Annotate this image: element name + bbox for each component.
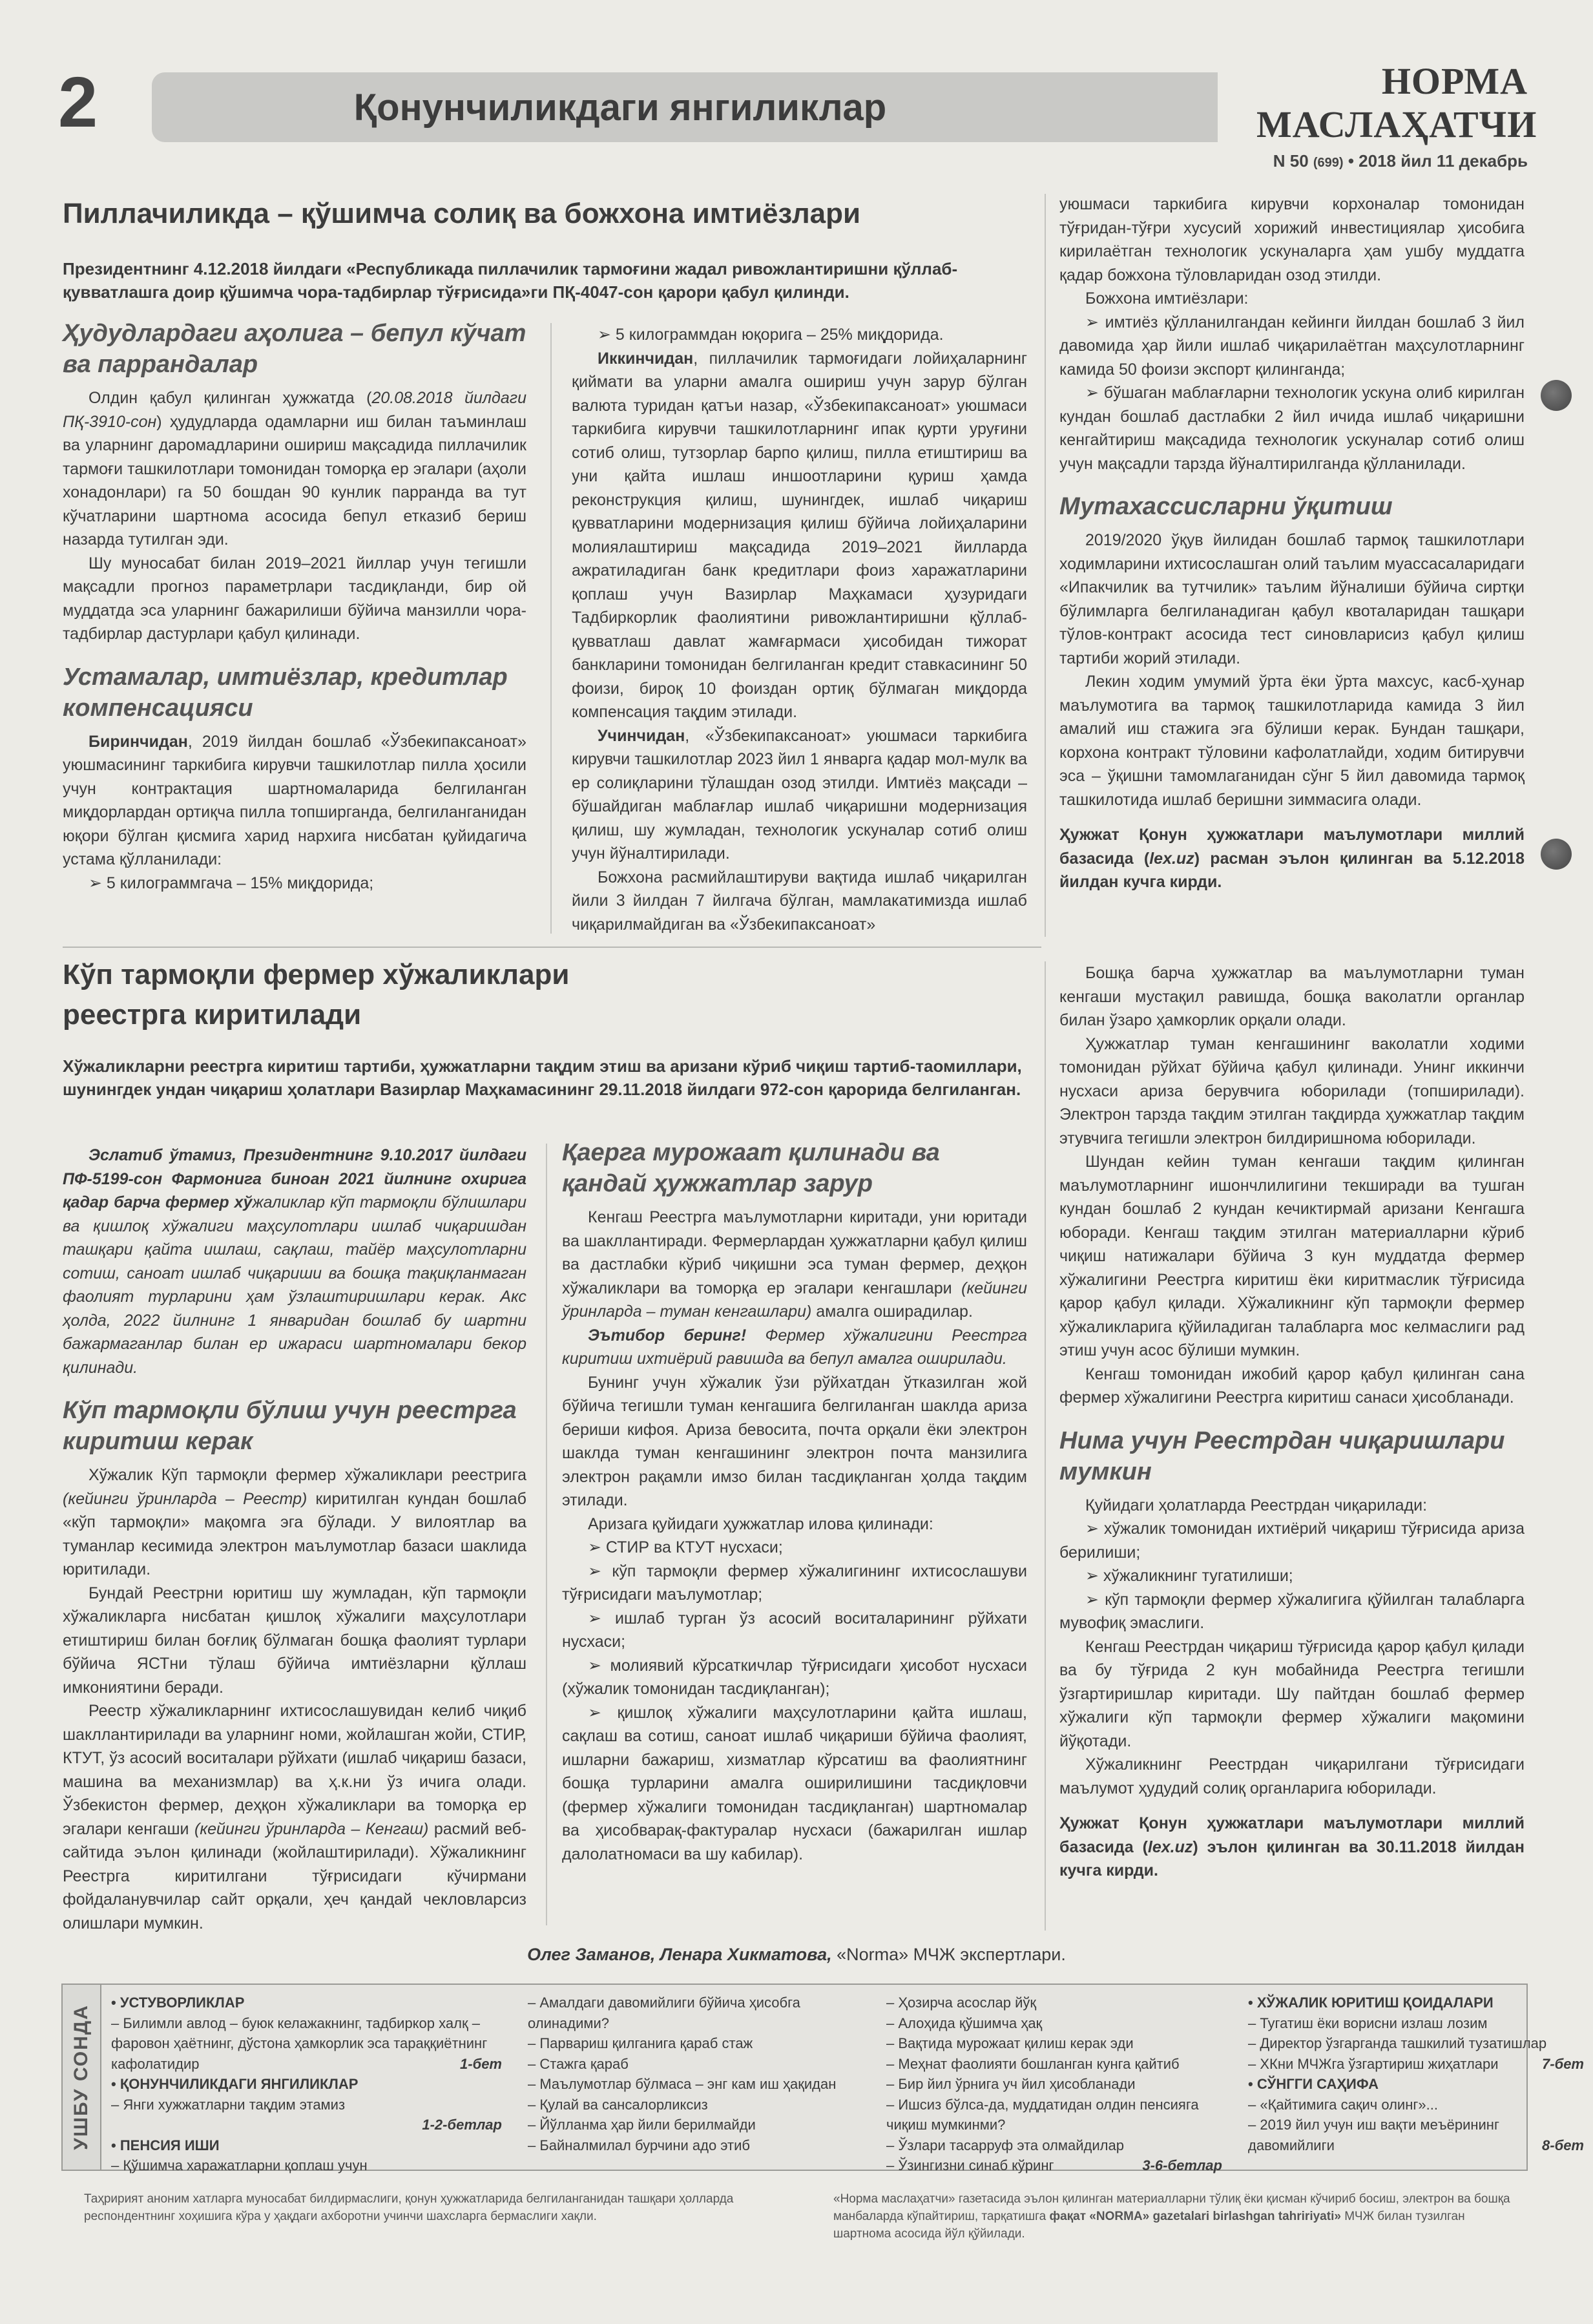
- contents-link[interactable]: – Ҳозирча асослар йўқ: [886, 1994, 1036, 2011]
- paragraph: Иккинчидан, пиллачилик тармоғидаги лойиҳаларнинг қиймати ва уларни амалга ошириш учун зарур бўлган валюта туридан қатъи назар, «Ўзбекипаксаноат» уюшмаси таркибига кирувчи ташкилотларнинг ипак қурти уруғини сотиб олиш, тутзорлар барпо қилиш, пилла етиштириш ва уни қайта ишлаш иншоотларини қуриш ҳамда реконструкция қилиш, шунингдек, ишлаб чиқариш қувватларини модернизация қилиш бўйича лойиҳаларини молиялаштириш мақсадида 2019–2021 йилларда ажратиладиган банк кредитлари фоиз харажатларини қоплаш учун Вазирлар Маҳкамаси ҳузуридаги Тадбиркорлик фаолиятини ривожлантиришни қўллаб-қувватлаш давлат жамғармаси ҳисобидан тижорат банкларини томонидан белгиланган кредит ставкасининг 50 фоизи, бироқ 10 фоиздан ортиқ бўлмаган миқдорда компенсация тақдим этилади.: [572, 349, 1027, 721]
- masthead: [1256, 59, 1537, 171]
- paragraph: Реестр хўжаликларнинг ихтисослашувидан келиб чиқиб шакллантирилади ва уларнинг номи, жойлашган жойи, СТИР, КТУТ, ўз асосий воситалари рўйхати (ишлаб чиқариш базаси, машина ва механизмлар) ва ҳ.к.ни ўз ичига олади. Ўзбекистон фермер, деҳқон хўжаликлари ва томорқа ер эгалари кенгаши (кейинги ўринларда – Кенгаш) расмий веб-сайтида эълон қилинади (жойлаштирилади). Хўжаликнинг Реестрга киритилгани тўғрисидаги кўчирмани фойдаланувчилар сайт орқали, ҳеч қандай чекловларсиз олишлари мумкин.: [63, 1702, 526, 1932]
- bullet-item: ➢ СТИР ва КТУТ нусхаси;: [562, 1536, 1027, 1560]
- issue-info: [1256, 151, 1528, 171]
- contents-link[interactable]: – Қулай ва сансалорликсиз: [528, 2096, 708, 2113]
- paragraph: Божхона расмийлаштируви вақтида ишлаб чиқарилган йили 3 йилдан 7 йилгача бўлган, мамлакатимизда ишлаб чиқарилмайдиган ва «Ўзбекипаксаноат»: [572, 868, 1027, 934]
- footer-disclaimer: Таҳририят аноним хатларга муносабат билдирмаслиги, қонун ҳужжатларида белгиланганидан ташқари ҳолларда респондентнинг хоҳишига кўра у ҳақдаги ахборотни учинчи шахсларга бермаслиги хақли.: [84, 2192, 734, 2223]
- issue-date: • 2018 йил 11 декабрь: [1348, 151, 1528, 171]
- paragraph: Лекин ходим умумий ўрта ёки ўрта махсус, касб-ҳунар маълумотига ва тармоқ ташкилотларида камида 3 йил амалий иш стажига эга бўлиши керак. Бундан ташқари, корхона контракт тўловини кафолатлайди, ходим битирувчи эса – ўқишни тамомлаганидан сўнг 5 йил давомида тармоқ ташкилотида ишлаб беришни зиммасига олади.: [1059, 673, 1525, 809]
- bullet-item: ➢ кўп тармоқли фермер хўжалигининг ихтисослашуви тўғрисидаги маълумотлар;: [562, 1560, 1027, 1607]
- paragraph: Кенгаш Реестрга маълумотларни киритади, уни юритади ва шакллантиради. Фермерлардан ҳужжатларни қабул қилиш ва дастлабки кўриб чиқишни эса туман фермер, деҳқон хўжаликлари ва томорқа ер эгалари кенгашлари (кейинги ўринларда – туман кенгашлари) амалга оширадилар.: [562, 1208, 1027, 1321]
- bullet-item: ➢ қишлоқ хўжалиги маҳсулотларини қайта ишлаш, сақлаш ва сотиш, саноат ишлаб чиқариши бўйича фаолият, ишларни бажариш, хизматлар кўрсатиш ва фаолиятнинг бошқа турларини амалга оширилишини тасдиқловчи (фермер хўжалиги томонидан тасдиқланган) шартномалар ва ҳисобварақ-фактуралар нусхаси (бажарилган ишлар далолатномаси ва шу кабилар).: [562, 1701, 1027, 1867]
- paragraph: Учинчидан, «Ўзбекипаксаноат» уюшмаси таркибига кирувчи ташкилотлар 2023 йил 1 январга қадар мол-мулк ва ер солиқларини тўлашдан озод этилди. Имтиёз мақсади – бўшайдиган маблағлар ишлаб чиқаришни модернизация қилиш, шу жумладан, технологик ускуналар сотиб олиш учун йўналтирилади.: [572, 726, 1027, 863]
- binder-hole: [1541, 839, 1572, 870]
- paragraph: Бунинг учун хўжалик ўзи рўйхатдан ўтказилган жой бўйича тегишли туман кенгашига белгиланган шаклда ариза бериши кифоя. Ариза бевосита, почта орқали ёки электрон шаклда туман кенгашининг электрон почта манзилига электрон рақамли имзо билан тасдиқланган ҳолда тақдим этилади.: [562, 1373, 1027, 1509]
- column-divider: [1045, 194, 1046, 937]
- paragraph: уюшмаси таркибига кирувчи корхоналар томонидан тўғридан-тўғри хусусий хорижий инвестициялар ҳисобига кирилаётган технологик ускуналарга ҳам ушбу муддатга қадар божхона тўловларидан озод этилди.: [1059, 195, 1525, 284]
- article2-column-1: [63, 1144, 526, 1935]
- paragraph: Ҳужжатлар туман кенгашининг ваколатли ходими томонидан рўйхат бўйича қабул қилинади. Унинг иккинчи нусхаси ариза берувчига юборилади (топширилади). Электрон тарзда тақдим этилган тақдирда ҳужжатлар тақдим этувчига тегишли электрон билдиришнома юборилади.: [1059, 1034, 1525, 1147]
- contents-link[interactable]: – Байналмилал бурчини адо этиб: [528, 2137, 751, 2153]
- contents-link[interactable]: – Маълумотлар бўлмаса – энг кам иш ҳақидан: [528, 2076, 837, 2092]
- source-note: Ҳужжат Қонун ҳужжатлари маълумотлари миллий базасида (lex.uz) расман эълон қилинган ва 5.12.2018 йилдан кучга кирди.: [1059, 826, 1525, 891]
- footer-copyright: «Норма маслаҳатчи» газетасида эълон қилинган материалларни тўлиқ ёки қисман кўчириб босиш, электрон ва бошқа манбаларда кўпайтириш, тарқатишга фақат «NORMA» gazetalari birlashgan tahririyati» МЧЖ билан тузилган шартнома асосида йўл қўйилади.: [833, 2192, 1510, 2241]
- article1-subheading: Ҳудудлардаги аҳолига – бепул кўчат ва паррандалар: [63, 320, 526, 378]
- contents-link[interactable]: – Директор ўзгарганда ташкилий тузатишлар: [1248, 2035, 1547, 2051]
- paragraph: Олдин қабул қилинган ҳужжатда (20.08.2018 йилдаги ПҚ-3910-сон) ҳудудларда одамларни иш билан таъминлаш ва уларнинг даромадларини ошириш мақсадида пиллачилик тармоғи ташкилотлари томонидан томорқа ер эгалари (аҳоли хонадонлари) га 50 бошдан 90 кунлик паррандa ва тут кўчатларини шартнома асосида бепул етказиб бериш назарда тутилган эди.: [63, 389, 526, 549]
- paragraph: Биринчидан, 2019 йилдан бошлаб «Ўзбекипаксаноат» уюшмасининг таркибига кирувчи ташкилотлар пилла ҳосили учун контрактация шартномаларида белгиланган миқдорлардан ортиқча пилла топширганда, белгиланганидан юқори бўлган қисмига харид нархига нисбатан қуйидагича устама қўлланилади:: [63, 732, 526, 868]
- binder-hole: [1541, 380, 1572, 411]
- contents-link[interactable]: – Ишсиз бўлса-да, муддатидан олдин пенсияга чиқиш мумкинми?: [886, 2096, 1199, 2133]
- column-divider: [546, 1144, 547, 1925]
- article2-column-3: [1059, 961, 1525, 1883]
- contents-link[interactable]: – Ўзлари тасарруф эта олмайдилар: [886, 2137, 1124, 2153]
- contents-column: [528, 1993, 864, 2155]
- contents-column: [111, 1993, 502, 2176]
- bullet-item: ➢ хўжаликнинг тугатилиши;: [1059, 1564, 1525, 1588]
- contents-link[interactable]: – Тугатиш ёки ворисни излаш лозим: [1248, 2015, 1488, 2031]
- issue-number: N 50: [1273, 151, 1309, 171]
- article1-lead: Президентнинг 4.12.2018 йилдаги «Республикада пиллачилик тармоғини жадал ривожлантиришни қўллаб-қувватлашга доир қўшимча чора-тадбирлар тўғрисида»ги ПҚ-4047-сон қарори қабул қилинди.: [63, 259, 958, 302]
- contents-box: [61, 1984, 1584, 2173]
- contents-heading: • ПЕНСИЯ ИШИ: [111, 2135, 502, 2156]
- article1-title: Пиллачиликда – қўшимча солиқ ва божхона имтиёзлари: [63, 198, 861, 229]
- paragraph: Хўжаликнинг Реестрдан чиқарилгани тўғрисидаги маълумот ҳудудий солиқ органларига юборилади.: [1059, 1755, 1525, 1797]
- bullet-item: ➢ 5 килограммгача – 15% миқдорида;: [63, 872, 526, 895]
- article1-column-2: [572, 323, 1027, 936]
- section-title: Қонунчиликдаги янгиликлар: [353, 86, 887, 129]
- bullet-item: ➢ кўп тармоқли фермер хўжалигига қўйилган талабларга мувофиқ эмаслиги.: [1059, 1588, 1525, 1635]
- paragraph: Эътибор беринг! Фермер хўжалигини Реестрга киритиш ихтиёрий равишда ва бепул амалга оширилади.: [562, 1326, 1027, 1368]
- contents-link[interactable]: – Йўлланма ҳар йили берилмайди: [528, 2117, 756, 2133]
- article2-lead: Хўжаликларни реестрга киритиш тартиби, ҳужжатларни тақдим этиш ва аризани кўриб чиқиш тартиб-таомиллари, шунингдек ундан чиқариш ҳолатлари Вазирлар Маҳкамасининг 29.11.2018 йилдаги 972-сон қарорида белгиланган.: [63, 1056, 1022, 1099]
- contents-label: УШБУ СОНДА: [63, 1985, 101, 2170]
- column-divider: [1045, 961, 1046, 1931]
- paragraph: Хўжалик Кўп тармоқли фермер хўжаликлари реестрига (кейинги ўринларда – Реестр) киритилган кундан бошлаб «кўп тармоқли» мақомга эга бўлади. У вилоятлар ва туманлар кесимида электрон маълумотлар базаси шаклида юритилади.: [63, 1466, 526, 1578]
- contents-heading: • УСТУВОРЛИКЛАР: [111, 1993, 502, 2013]
- contents-link[interactable]: – Парвариш қилганига қараб стаж: [528, 2035, 753, 2051]
- article-divider: [63, 947, 1041, 948]
- contents-link[interactable]: – Меҳнат фаолияти бошланган кунга қайтиб: [886, 2055, 1180, 2072]
- contents-column: [1248, 1993, 1584, 2155]
- paragraph: Қуйидаги ҳолатларда Реестрдан чиқарилади:: [1085, 1496, 1428, 1514]
- paragraph: 2019/2020 ўқув йилидан бошлаб тармоқ ташкилотлари ходимларини ихтисослашган олий таълим муассасаларидаги «Ипакчилик ва тутчилик» таълим йўналиши бўйича сиртқи бўлимларга белгиланадиган қабул квоталаридан ташқари тўлов-контракт асосида тест синовларисиз қабул қилиш тартиби жорий этилади.: [1059, 531, 1525, 667]
- article2-title: [63, 955, 1032, 1035]
- authors-line: Олег Заманов, Ленара Хикматова, «Norma» МЧЖ экспертлари.: [527, 1945, 1066, 1964]
- contents-heading: • СЎНГГИ САҲИФА: [1248, 2074, 1584, 2095]
- article1-column-1: [63, 318, 526, 895]
- bullet-item: ➢ ишлаб турган ўз асосий воситаларининг рўйхати нусхаси;: [562, 1607, 1027, 1654]
- contents-column: [886, 1993, 1222, 2176]
- source-note: Ҳужжат Қонун ҳужжатлари маълумотлари миллий базасида (lex.uz) эълон қилинган ва 30.11.2018 йилдан кучга кирди.: [1059, 1814, 1525, 1879]
- contents-link[interactable]: – Амалдаги давомийлиги бўйича ҳисобга олинадими?: [528, 1994, 800, 2031]
- paragraph: Кенгаш томонидан ижобий қарор қабул қилинган сана фермер хўжалигини Реестрга киритиш санаси ҳисобланади.: [1059, 1365, 1525, 1407]
- bullet-item: ➢ молиявий кўрсаткичлар тўғрисидаги ҳисобот нусхаси (хўжалик томонидан тасдиқланган);: [562, 1654, 1027, 1701]
- contents-link[interactable]: – Қўшимча харажатларни қоплаш учун: [111, 2157, 368, 2173]
- contents-link[interactable]: – Стажга қараб: [528, 2055, 629, 2072]
- contents-link[interactable]: – Бир йил ўрнига уч йил ҳисобланади: [886, 2076, 1136, 2092]
- contents-link[interactable]: – Ўзингизни синаб кўринг 3-6-бетлар: [886, 2157, 1222, 2173]
- paragraph: Эслатиб ўтамиз, Президентнинг 9.10.2017 йилдаги ПФ-5199-сон Фармонига биноан 2021 йилнинг охирига қадар барча фермер хўжаликлар кўп тармоқли бўлишлари ва қишлоқ хўжалиги маҳсулотлари ишлаб чиқаришдан ташқари қайта ишлаш, сақлаш, тайёр маҳсулотларни сотиш, саноат ишлаб чиқариши ва бошқа тақиқланмаган фаолият турларини ҳам ўзлаштиришлари керак. Акс ҳолда, 2022 йилнинг 1 январидан бошлаб бу шартни бажармаганлар билан ер ижараси шартномалари бекор қилинади.: [63, 1146, 527, 1377]
- contents-page-ref: 1-2-бетлар: [422, 2117, 502, 2133]
- contents-heading: • ҚОНУНЧИЛИКДАГИ ЯНГИЛИКЛАР: [111, 2074, 502, 2095]
- article2-title-line: реестрга киритилади: [63, 999, 362, 1031]
- bullet-item: ➢ имтиёз қўлланилгандан кейинги йилдан бошлаб 3 йил давомида ҳар йили ишлаб чиқарилаётган маҳсулотларнинг камида 50 фоизи экспорт қилинганда;: [1059, 311, 1525, 382]
- article1-subheading: Устамалар, имтиёзлар, кредитлар компенсацияси: [63, 663, 508, 722]
- paragraph: Шу муносабат билан 2019–2021 йиллар учун тегишли мақсадли прогноз параметрлари тасдиқланди, бир ой муддатда эса уларнинг бажарилиши бўйича манзилли чора-тадбирлар дастурлари қабул қилинади.: [63, 554, 526, 643]
- article1-column-3: [1059, 193, 1525, 894]
- paragraph: Божхона имтиёзлари:: [1085, 289, 1249, 308]
- bullet-item: ➢ 5 килограммдан юқорига – 25% миқдорида.: [572, 323, 1027, 347]
- section-banner: [152, 72, 1218, 142]
- article2-column-2: [562, 1137, 1027, 1866]
- bullet-item: ➢ хўжалик томонидан ихтиёрий чиқариш тўғрисида ариза берилиши;: [1059, 1517, 1525, 1564]
- contents-link[interactable]: – «Қайтимига сақич олинг»...: [1248, 2096, 1438, 2113]
- article2-title-line: Кўп тармоқли фермер хўжаликлари: [63, 959, 570, 990]
- contents-link[interactable]: – ХКни МЧЖга ўзгартириш жиҳатлари 7-бет: [1248, 2055, 1584, 2072]
- paragraph: Бошқа барча ҳужжатлар ва маълумотларни туман кенгаши мустақил равишда, бошқа ваколатли органлар билан ўзаро ҳамкорлик орқали олади.: [1059, 964, 1525, 1029]
- article2-subheading: Нима учун Реестрдан чиқаришлари мумкин: [1059, 1427, 1505, 1485]
- paragraph: Аризага қуйидаги ҳужжатлар илова қилинади:: [588, 1514, 933, 1533]
- contents-link[interactable]: – Янги хужжатларни тақдим этамиз: [111, 2096, 346, 2113]
- article2-subheading: Қаерга мурожаат қилинади ва қандай ҳужжатлар зарур: [562, 1139, 940, 1197]
- masthead-title: НОРМА МАСЛАҲАТЧИ: [1256, 60, 1537, 145]
- bullet-item: ➢ бўшаган маблағларни технологик ускуна олиб кирилган кундан бошлаб дастлабки 2 йил ичида ишлаб чиқаришни кенгайтириш мақсадида технологик ускуналар сотиб олиш учун мақсадли тарзда йўналтирилганда қўлланилади.: [1059, 381, 1525, 476]
- page-number: 2: [58, 63, 98, 142]
- contents-link[interactable]: – Вақтида мурожаат қилиш керак эди: [886, 2035, 1134, 2051]
- paragraph: Бундай Реестрни юритиш шу жумладан, кўп тармоқли хўжаликларга нисбатан қишлоқ хўжалиги маҳсулотлари етиштириш билан боғлиқ бўлмаган бошқа фаолият турлари бўйича ЯСТни тўлаш бўйича имтиёзларни қўллаш имкониятини беради.: [63, 1584, 526, 1697]
- paragraph: Шундан кейин туман кенгаши тақдим қилинган маълумотларнинг ишончлилигини текширади ва тушган кундан бошлаб 2 кундан кечиктирмай аризани Кенгашга юборади. Кенгаш тақдим этилган материалларни кўриб чиқиш натижалари бўйича 3 кун муддатда фермер хўжалигини Реестрга киритиш ёки киритмаслик тўғрисида қарор қабул қилади. Хўжаликнинг кўп тармоқли фермер хўжаликларига қўйиладиган талабларга мос келмаслиги рад этиш учун асос бўлиши мумкин.: [1059, 1153, 1525, 1359]
- contents-link[interactable]: – Билимли авлод – буюк келажакнинг, тадбиркор халқ – фаровон ҳаётнинг, дўстона ҳамкорлик эса тараққиётнинг кафолатидир 1-бет: [111, 2015, 502, 2072]
- column-divider: [550, 323, 552, 934]
- contents-link[interactable]: – 2019 йил учун иш вақти меъёрининг давомийлиги 8-бет: [1248, 2117, 1584, 2153]
- article1-subheading: Мутахассисларни ўқитиш: [1059, 493, 1393, 520]
- issue-serial: (699): [1313, 156, 1344, 170]
- paragraph: Кенгаш Реестрдан чиқариш тўғрисида қарор қабул қилади ва бу тўғрида 2 кун мобайнида Реестрга тегишли ўзгартиришлар киритади. Шу пайтдан бошлаб фермер хўжалиги кўп тармоқли фермер хўжалиги мақомини йўқотади.: [1059, 1637, 1525, 1750]
- contents-link[interactable]: – Алоҳида қўшимча ҳақ: [886, 2015, 1043, 2031]
- article2-subheading: Кўп тармоқли бўлиш учун реестрга киритиш керак: [63, 1397, 517, 1455]
- contents-heading: • ХЎЖАЛИК ЮРИТИШ ҚОИДАЛАРИ: [1248, 1993, 1584, 2013]
